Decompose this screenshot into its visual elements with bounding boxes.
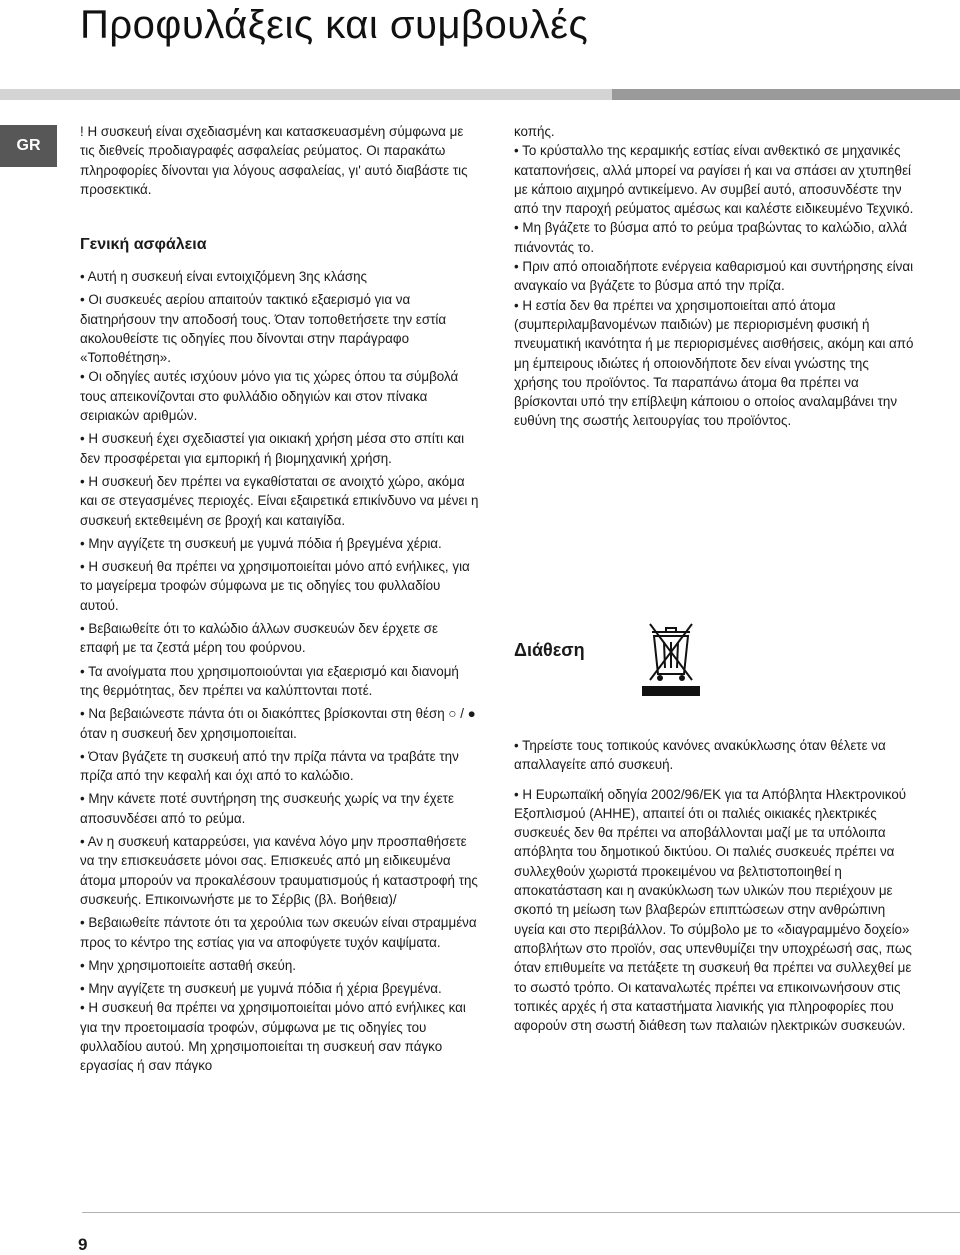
page-number: 9 — [78, 1235, 88, 1254]
list-item: • Μη βγάζετε το βύσμα από το ρεύμα τραβώντας το καλώδιο, αλλά πιάνοντάς το. — [514, 220, 907, 255]
list-item: • Οι οδηγίες αυτές ισχύουν μόνο για τις χώρες όπου τα σύμβολά τους απεικονίζονται στο φυλλάδιο οδηγιών και στον πίνακα σειριακών αριθμών. — [80, 369, 459, 424]
disposal-heading: Διάθεση — [514, 640, 585, 660]
list-item: • Μην αγγίζετε τη συσκευή με γυμνά πόδια ή βρεγμένα χέρια. — [80, 535, 442, 551]
list-item: • Βεβαιωθείτε πάντοτε ότι τα χερούλια των σκευών είναι στραμμένα προς το κέντρο της εστίας για να αποφύγετε τυχόν καψίματα. — [80, 915, 477, 950]
left-intro — [80, 122, 480, 203]
list-item: • Μην χρησιμοποιείτε ασταθή σκεύη. — [80, 957, 297, 973]
list-item: • Να βεβαιώνεστε πάντα ότι οι διακόπτες βρίσκονται στη θέση ○ / ● όταν η συσκευή δεν χρησιμοποιείται. — [80, 706, 476, 741]
list-item: • Μην αγγίζετε τη συσκευή με γυμνά πόδια ή χέρια βρεγμένα. — [80, 981, 442, 997]
list-item: • Τηρείστε τους τοπικούς κανόνες ανακύκλωσης όταν θέλετε να απαλλαγείτε από συσκευή. — [514, 738, 886, 773]
header-bar — [0, 89, 960, 100]
list-item: • Το κρύσταλλο της κεραμικής εστίας είναι ανθεκτικό σε μηχανικές καταπονήσεις, αλλά μπορεί να ραγίσει ή και να σπάσει αν χτυπηθεί με κάποιο αιχμηρό αντικείμενο. Αν συμβεί αυτό, αποσυνδέστε την από την παροχή ρεύματος αμέσως και καλέστε ειδικευμένο Τεχνικό. — [514, 143, 914, 217]
list-item: • Βεβαιωθείτε ότι το καλώδιο άλλων συσκευών δεν έρχετε σε επαφή με τα ζεστά μέρη του φούρνου. — [80, 621, 439, 656]
page-title: Προφυλάξεις και συμβουλές — [80, 3, 589, 47]
list-item: • Η συσκευή θα πρέπει να χρησιμοποιείται μόνο από ενήλικες και για την προετοιμασία τροφών, σύμφωνα με τις οδηγίες του φυλλαδίου αυτού. Μη χρησιμοποιείται τη συσκευή σαν πάγκο εργασίας ή σαν πάγκο — [80, 1000, 466, 1074]
list-item: • Τα ανοίγματα που χρησιμοποιούνται για εξαερισμό και διανομή της θερμότητας, δεν πρέπει να καλύπτονται ποτέ. — [80, 663, 459, 698]
list-item: • Πριν από οποιαδήποτε ενέργεια καθαρισμού και συντήρησης είναι αναγκαίο να βγάζετε το βύσμα από την πρίζα. — [514, 259, 914, 294]
list-item: • Η συσκευή έχει σχεδιαστεί για οικιακή χρήση μέσα στο σπίτι και δεν προσφέρεται για εμπορική ή βιομηχανική χρήση. — [80, 431, 465, 466]
list-item: • Μην κάνετε ποτέ συντήρηση της συσκευής χωρίς να την έχετε αποσυνδέσει από το ρεύμα. — [80, 791, 454, 826]
disposal-list — [514, 736, 914, 1039]
list-item: • Η εστία δεν θα πρέπει να χρησιμοποιείται από άτομα (συμπεριλαμβανομένων παιδιών) με περιορισμένη φυσική ή πνευματική ικανότητα ή με περιορισμένες αισθήσεις, ακόμη και από μη έμπειρους ιδιώτες ή οποιονδήποτε δεν είναι γνώστης της χρήσης του προϊόντος. Τα παραπάνω άτομα θα πρέπει να βρίσκονται υπό την επίβλεψη κάποιου ο οποίος αναλαμβάνει την ευθύνη της σωστής λειτουργίας του προϊόντος. — [514, 297, 914, 429]
list-item: • Η Ευρωπαϊκή οδηγία 2002/96/ΕΚ για τα Απόβλητα Ηλεκτρονικού Εξοπλισμού (ΑΗΗΕ), απαιτεί ότι οι παλιές οικιακές ηλεκτρικές συσκευές δεν θα πρέπει να αποβάλλονται μαζί με τα υπόλοιπα απόβλητα του δημοτικού δικτύου. Οι παλιές συσκευές πρέπει να συλλεχθούν χωριστά προκειμένου να βελτιστοποιηθεί η αποκατάσταση και η ανακύκλωση των υλικών που περιέχουν με σκοπό τη μείωση των βλαβερών επιπτώσεων στην ανθρώπινη υγεία και στο περιβάλλον. Το σύμβολο με το «διαγραμμένο δοχείο» αποβλήτων στο προϊόν, σας υπενθυμίζει την υποχρέωσή σας, πως όταν επιθυμείτε να πετάξετε τη συσκευή θα πρέπει να συλλεχθεί με το σωστό τρόπο. Οι καταναλωτές πρέπει να επικοινωνήσουν στις τοπικές αρχές ή στα καταστήματα λιανικής για πληροφορίες που αφορούν στη σωστή διάθεση των παλαιών ηλεκτρικών συσκευών. — [514, 786, 912, 1034]
list-item: • Η συσκευή δεν πρέπει να εγκαθίσταται σε ανοιχτό χώρο, ακόμα και σε στεγασμένες περιοχές. Είναι εξαιρετικά επικίνδυνο να μένει η συσκευή εκτεθειμένη σε βροχή και καταιγίδα. — [80, 473, 479, 528]
footer-divider — [82, 1212, 960, 1213]
crossed-out-wheelie-bin-icon — [640, 618, 702, 698]
intro-paragraph: ! Η συσκευή είναι σχεδιασμένη και κατασκευασμένη σύμφωνα με τις διεθνείς προδιαγραφές ασφαλείας ρεύματος. Οι παρακάτω πληροφορίες δίνονται για λόγους ασφαλείας, γι' αυτό διαβάστε τις προσεκτικά. — [80, 124, 468, 197]
list-item: • Όταν βγάζετε τη συσκευή από την πρίζα πάντα να τραβάτε την πρίζα από την κεφαλή και όχι από το καλώδιο. — [80, 748, 459, 784]
safety-heading: Γενική ασφάλεια — [80, 236, 207, 254]
list-item: • Αν η συσκευή καταρρεύσει, για κανένα λόγο μην προσπαθήσετε να την επισκευάσετε μόνοι σας. Επισκευές από μη ειδικευμένα άτομα μπορούν να προκαλέσουν τραυματισμούς ή καταστροφή της συσκευής. Επικοινωνήστε με το Σέρβις (βλ. Βοήθεια)/ — [80, 834, 478, 907]
list-item: • Αυτή η συσκευή είναι εντοιχιζόμενη 3ης κλάσης — [80, 269, 367, 284]
list-item: κοπής. — [514, 124, 555, 139]
safety-list — [80, 267, 480, 1076]
right-list — [514, 122, 914, 431]
language-tab: GR — [0, 125, 57, 167]
list-item: • Οι συσκευές αερίου απαιτούν τακτικό εξαερισμό για να διατηρήσουν την αποδοσή τους. Όταν τοποθετήσετε την εστία ακολουθείστε τις οδηγίες που δίνονται στην παράγραφο «Τοποθέτηση». — [80, 292, 447, 366]
list-item: • Η συσκευή θα πρέπει να χρησιμοποιείται μόνο από ενήλικες, για το μαγείρεμα τροφών σύμφωνα με τις οδηγίες του φυλλαδίου αυτού. — [80, 559, 470, 613]
